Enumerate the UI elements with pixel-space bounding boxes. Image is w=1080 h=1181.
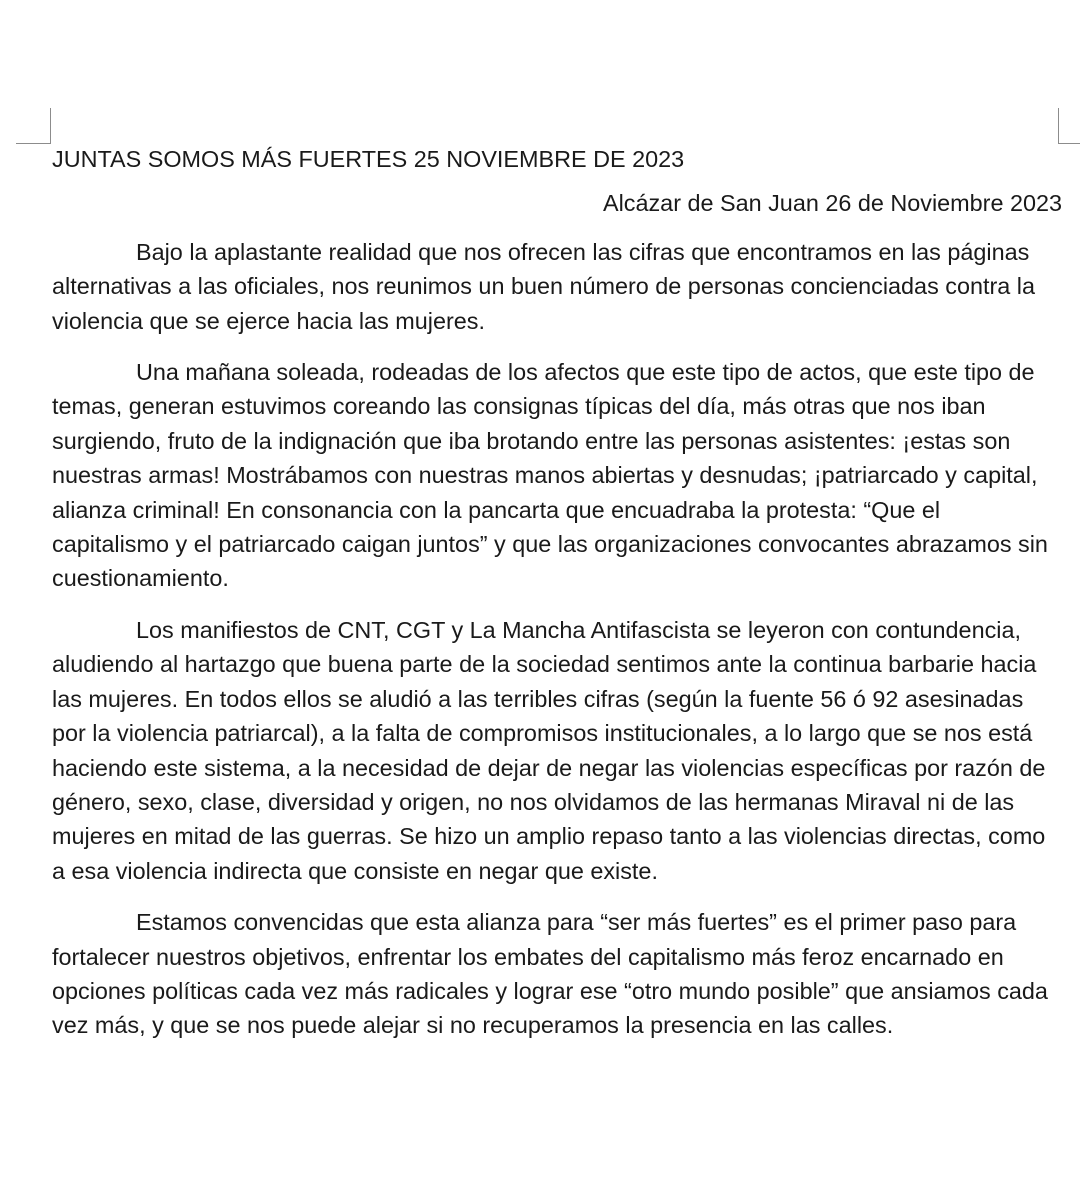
paragraph-3: Los manifiestos de CNT, CGT y La Mancha Antifascista se leyeron con contundencia, aludiendo al hartazgo que buena parte de la sociedad sentimos ante la continua barbarie hacia las mujeres. En todos ellos se aludió a las terribles cifras (según la fuente 56 ó 92 asesinadas por la violencia patriarcal), a la falta de compromisos institucionales, a lo largo que se nos está haciendo este sistema, a la necesidad de dejar de negar las violencias específicas por razón de género, sexo, clase, diversidad y origen, no nos olvidamos de las hermanas Miraval ni de las mujeres en mitad de las guerras. Se hizo un amplio repaso tanto a las violencias directas, como a esa violencia indirecta que consiste en negar que existe. bbox=[52, 616, 1046, 884]
paragraph-1: Bajo la aplastante realidad que nos ofrecen las cifras que encontramos en las páginas alternativas a las oficiales, nos reunimos un buen número de personas concienciadas contra la violencia que se ejerce hacia las mujeres. bbox=[52, 238, 1035, 334]
document-body[interactable] bbox=[52, 142, 1062, 1043]
document-date-line: Alcázar de San Juan 26 de Noviembre 2023 bbox=[602, 190, 1062, 217]
margin-corner-vertical-line bbox=[50, 108, 51, 144]
paragraph-4: Estamos convencidas que esta alianza para “ser más fuertes” es el primer paso para fortalecer nuestros objetivos, enfrentar los embates del capitalismo más feroz encarnado en opciones políticas cada vez más radicales y lograr ese “otro mundo posible” que ansiamos cada vez más, y que se nos puede alejar si no recuperamos la presencia en las calles. bbox=[52, 909, 1048, 1039]
margin-corner-horizontal-line bbox=[16, 143, 51, 144]
margin-corner-vertical-line bbox=[1058, 108, 1059, 144]
document-title: JUNTAS SOMOS MÁS FUERTES 25 NOVIEMBRE DE 2023 bbox=[52, 146, 685, 172]
paragraph-2: Una mañana soleada, rodeadas de los afectos que este tipo de actos, que este tipo de temas, generan estuvimos coreando las consignas típicas del día, más otras que nos iban surgiendo, fruto de la indignación que iba brotando entre las personas asistentes: ¡estas son nuestras armas! Mostrábamos con nuestras manos abiertas y desnudas; ¡patriarcado y capital, alianza criminal! En consonancia con la pancarta que encuadraba la protesta: “Que el capitalismo y el patriarcado caigan juntos” y que las organizaciones convocantes abrazamos sin cuestionamiento. bbox=[52, 359, 1048, 592]
